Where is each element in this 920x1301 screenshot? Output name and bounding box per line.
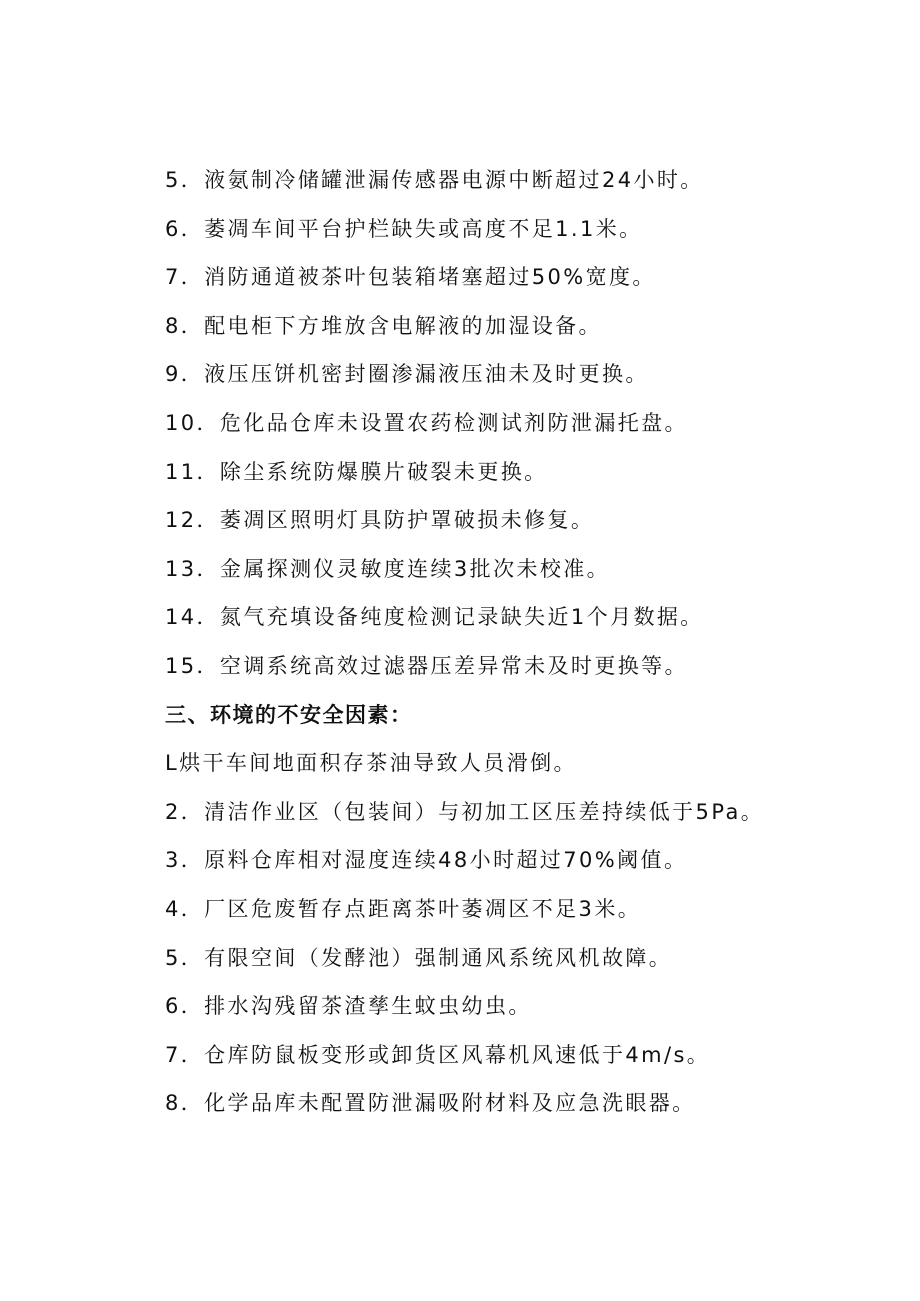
list-item: 10．危化品仓库未设置农药检测试剂防泄漏托盘。 [165,410,688,435]
list-item: 6．萎凋车间平台护栏缺失或高度不足1.1米。 [165,216,643,241]
list-item: 4．厂区危废暂存点距离茶叶萎凋区不足3米。 [165,896,642,921]
list-item: 13．金属探测仪灵敏度连续3批次未校准。 [165,556,611,581]
list-item: 15．空调系统高效过滤器压差异常未及时更换等。 [165,653,688,678]
list-item: 14．氮气充填设备纯度检测记录缺失近1个月数据。 [165,605,704,630]
list-item: 5．有限空间（发酵池）强制通风系统风机故障。 [165,945,673,970]
list-item: L烘干车间地面积存茶油导致人员滑倒。 [165,751,577,776]
list-item: 3．原料仓库相对湿度连续48小时超过70%阈值。 [165,848,688,873]
list-item: 11．除尘系统防爆膜片破裂未更换。 [165,459,548,484]
list-item: 8．化学品库未配置防泄漏吸附材料及应急洗眼器。 [165,1091,696,1116]
list-item: 9．液压压饼机密封圈渗漏液压油未及时更换。 [165,362,649,387]
list-item: 2．清洁作业区（包装间）与初加工区压差持续低于5Pa。 [165,799,765,824]
list-item: 7．消防通道被茶叶包装箱堵塞超过50%宽度。 [165,265,656,290]
list-item: 6．排水沟残留茶渣孳生蚊虫幼虫。 [165,994,532,1019]
list-item: 8．配电柜下方堆放含电解液的加湿设备。 [165,313,602,338]
list-item: 5．液氨制冷储罐泄漏传感器电源中断超过24小时。 [165,168,704,192]
section-heading: 三、环境的不安全因素： [165,702,413,727]
list-item: 12．萎凋区照明灯具防护罩破损未修复。 [165,508,595,533]
list-item: 7．仓库防鼠板变形或卸货区风幕机风速低于4m/s。 [165,1042,711,1067]
document-body [165,156,885,1128]
